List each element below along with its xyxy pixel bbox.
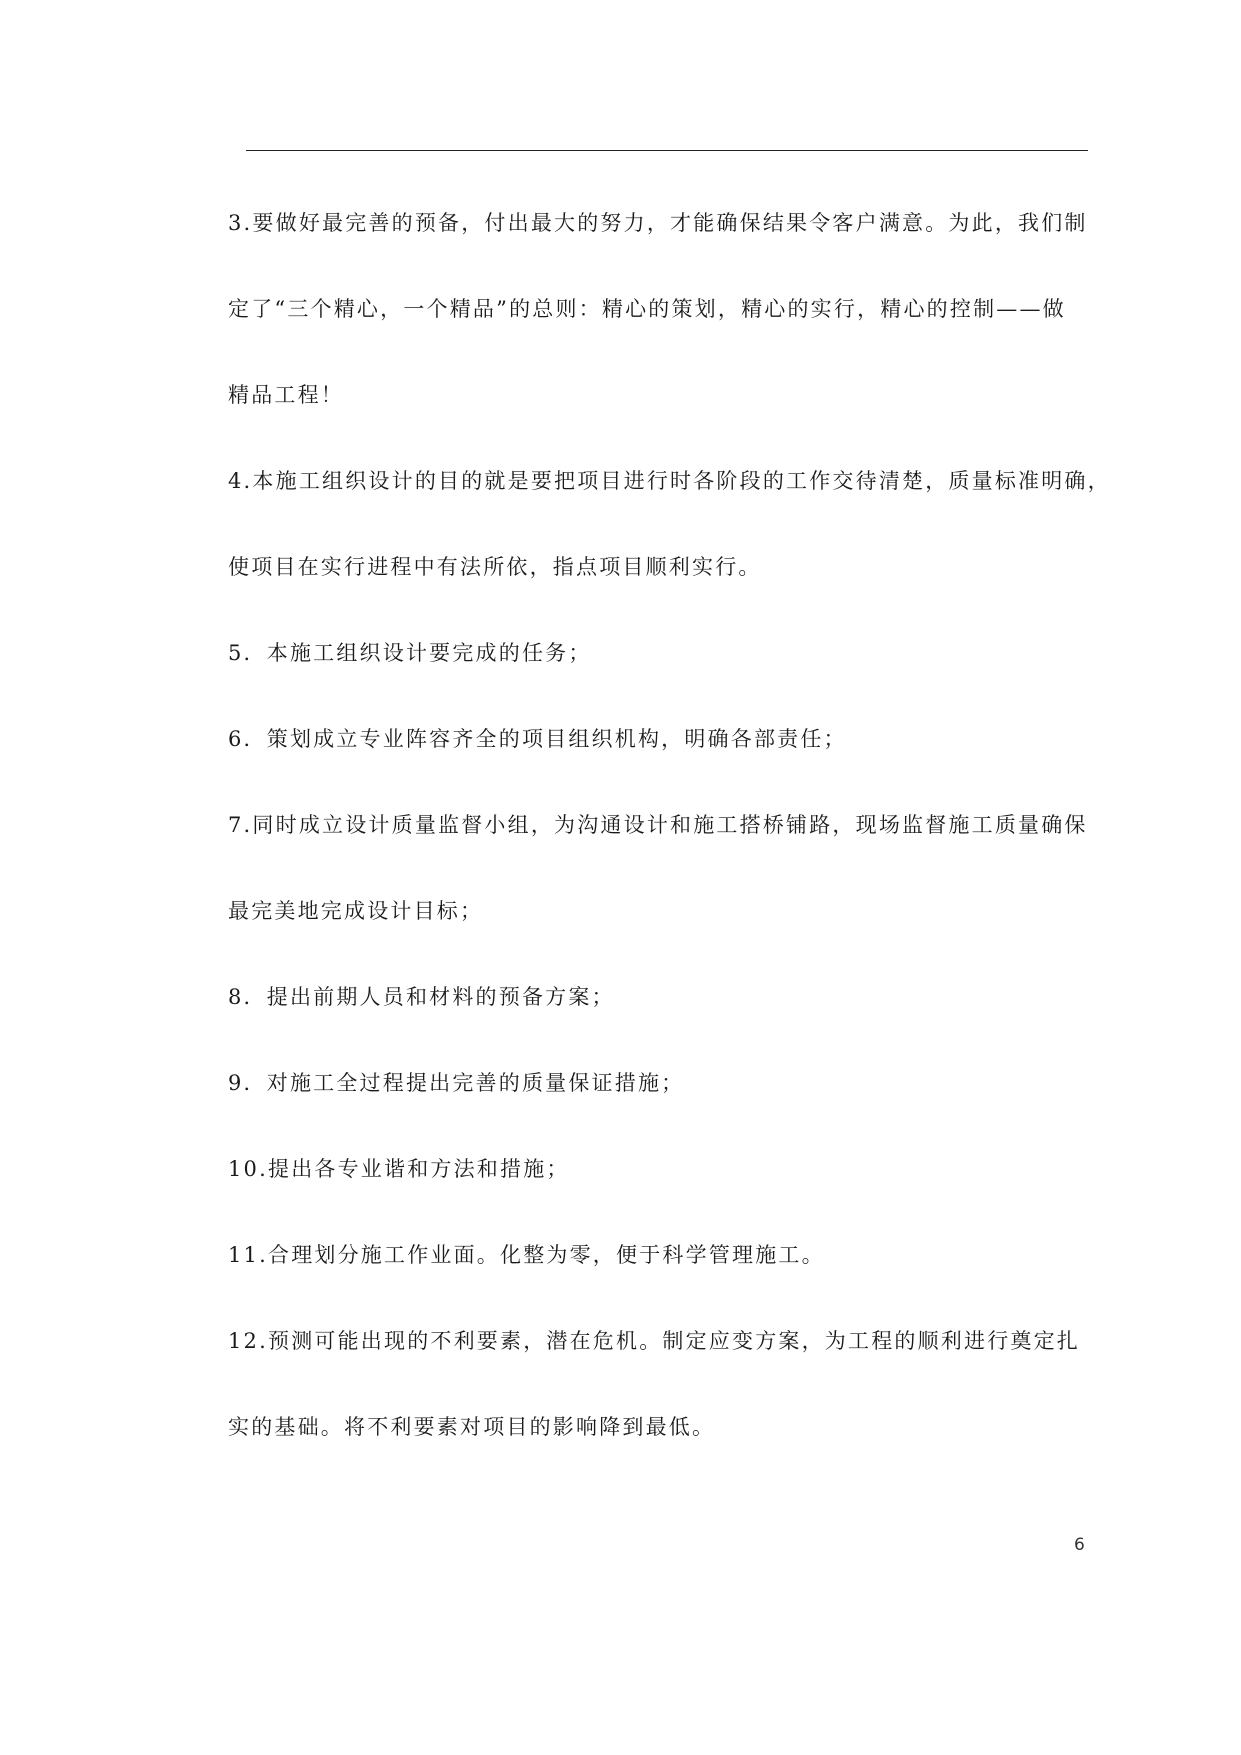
document-body xyxy=(228,203,1138,1493)
text-line: 定了“三个精心，一个精品”的总则：精心的策划，精心的实行，精心的控制——做 xyxy=(228,297,1066,321)
text-line: 9．对施工全过程提出完善的质量保证措施； xyxy=(228,1071,685,1095)
text-line: 使项目在实行进程中有法所依，指点项目顺利实行。 xyxy=(228,555,762,579)
text-line: 6．策划成立专业阵容齐全的项目组织机构，明确各部责任； xyxy=(228,727,847,751)
text-line: 8．提出前期人员和材料的预备方案； xyxy=(228,985,615,1009)
page-number: 6 xyxy=(1074,1535,1085,1555)
text-line: 3.要做好最完善的预备，付出最大的努力，才能确保结果令客户满意。为此，我们制 xyxy=(228,211,1088,235)
text-line: 实的基础。将不利要素对项目的影响降到最低。 xyxy=(228,1415,716,1439)
text-line: 11.合理划分施工作业面。化整为零，便于科学管理施工。 xyxy=(228,1243,825,1267)
text-line: 10.提出各专业谐和方法和措施； xyxy=(228,1157,570,1181)
text-line: 5．本施工组织设计要完成的任务； xyxy=(228,641,592,665)
header-rule xyxy=(246,150,1088,151)
text-line: 最完美地完成设计目标； xyxy=(228,899,484,923)
text-line: 4.本施工组织设计的目的就是要把项目进行时各阶段的工作交待清楚，质量标准明确， xyxy=(228,469,1111,493)
text-line: 精品工程！ xyxy=(228,383,344,407)
text-line: 12.预测可能出现的不利要素，潜在危机。制定应变方案，为工程的顺利进行奠定扎 xyxy=(228,1329,1080,1353)
text-line: 7.同时成立设计质量监督小组，为沟通设计和施工搭桥铺路，现场监督施工质量确保 xyxy=(228,813,1088,837)
